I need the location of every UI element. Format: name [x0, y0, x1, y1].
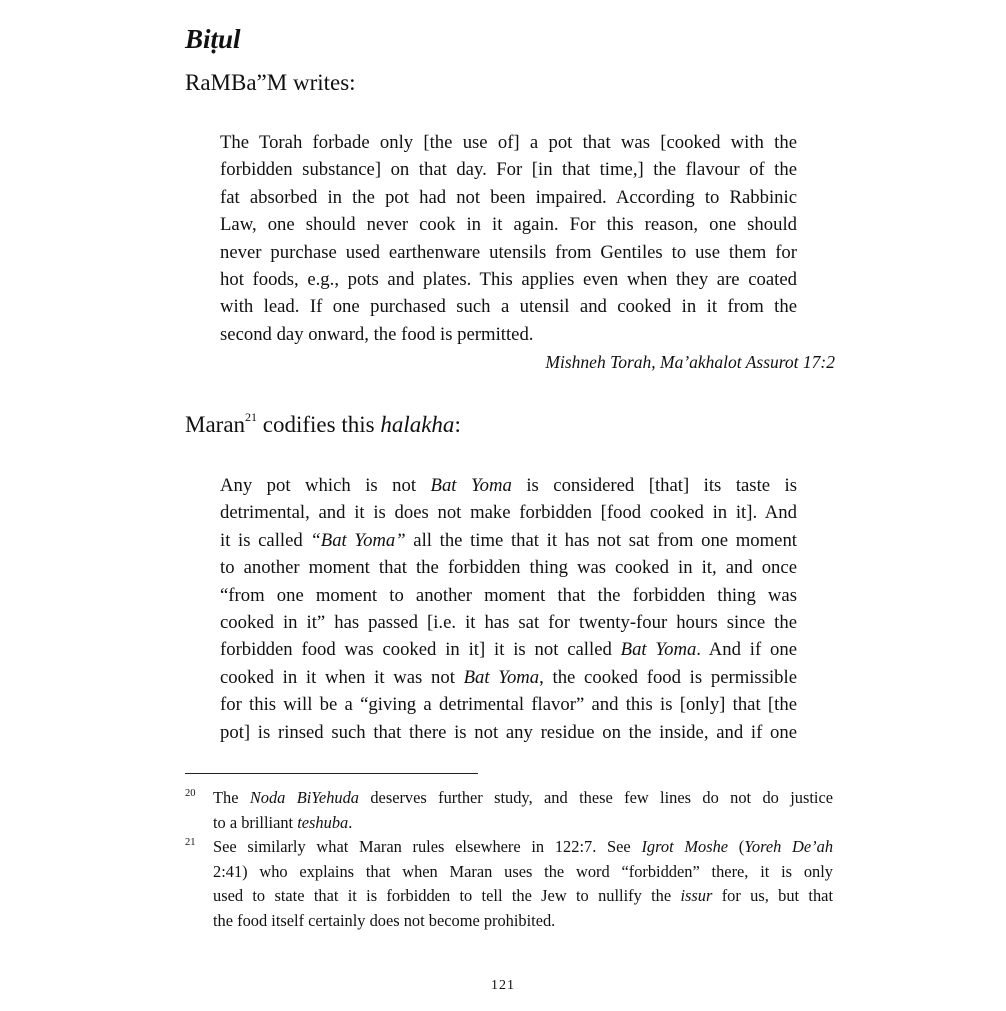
line-text: cooked in it when it was not: [220, 666, 464, 688]
maran-quote: [220, 472, 797, 746]
footnote-line: [213, 811, 833, 836]
rambam-citation: Mishneh Torah, Ma’akhalot Assurot 17:2: [545, 352, 835, 372]
line-text: cooked in it” has passed [i.e. it has sat for twenty-four hours since the: [220, 611, 797, 633]
rambam-quote: [220, 129, 797, 348]
line-text: .: [348, 812, 353, 832]
italic-term: Noda BiYehuda: [249, 788, 359, 807]
line-text: for this will be a “giving a detrimental flavor” and this is [only] that [the: [220, 694, 797, 716]
quote-line: [220, 527, 797, 554]
maran-intro-mid: codifies this: [257, 412, 381, 437]
line-text: the food itself certainly does not become prohibited.: [213, 910, 556, 930]
line-text: all the time that it has not sat from one moment: [405, 529, 797, 551]
maran-intro-name: Maran: [185, 412, 246, 437]
quote-line: Law, one should never cook in it again. For this reason, one should: [220, 214, 797, 236]
quote-line: [220, 609, 797, 636]
quote-line: [220, 636, 797, 663]
italic-term: Bat Yoma: [620, 639, 697, 661]
footnote-21: [185, 835, 833, 933]
line-text: detrimental, and it is does not make forbidden [food cooked in it]. And: [220, 502, 797, 524]
italic-term: Bat Yoma: [463, 666, 540, 688]
footnote-line: [213, 835, 833, 860]
quote-line: [220, 691, 797, 718]
quote-line: with lead. If one purchased such a utensil and cooked in it from the: [220, 296, 797, 318]
footnote-line: [213, 860, 833, 885]
footnote-line: [213, 884, 833, 909]
quote-line: forbidden substance] on that day. For [in that time,] the flavour of the: [220, 159, 797, 181]
line-text: , the cooked food is permissible: [539, 666, 798, 688]
italic-term: “Bat Yoma”: [310, 529, 406, 551]
italic-term: teshuba: [297, 812, 349, 832]
maran-intro-term: halakha: [380, 412, 455, 437]
footnote-ref-21[interactable]: 21: [245, 410, 258, 425]
line-text: The: [213, 788, 250, 807]
rambam-intro: RaMBa”M writes:: [185, 70, 356, 95]
line-text: for us, but that: [712, 886, 834, 906]
quote-line: second day onward, the food is permitted.: [220, 323, 534, 345]
maran-intro: [185, 412, 461, 438]
line-text: forbidden food was cooked in it] it is not called: [220, 639, 621, 661]
line-text: Any pot which is not: [220, 475, 431, 496]
line-text: 2:41) who explains that when Maran uses the word “forbidden” there, it is only: [213, 861, 833, 881]
quote-line: [220, 554, 797, 581]
section-title: Biṭul: [185, 24, 241, 54]
page-number: 121: [491, 978, 515, 993]
footnote-divider: [185, 773, 478, 774]
line-text: deserves further study, and these few lines do not do justice: [358, 788, 833, 807]
quote-line: [220, 499, 797, 526]
italic-term: Yoreh De’ah: [744, 837, 834, 856]
quote-line: fat absorbed in the pot had not been impaired. According to Rabbinic: [220, 186, 797, 208]
quote-line: [220, 664, 797, 691]
maran-intro-end: :: [454, 412, 461, 437]
italic-term: Igrot Moshe: [641, 837, 729, 856]
line-text: . And if one: [696, 639, 797, 661]
line-text: pot] is rinsed such that there is not any residue on the inside, and if one: [220, 721, 797, 743]
quote-line: hot foods, e.g., pots and plates. This applies even when they are coated: [220, 268, 797, 290]
line-text: “from one moment to another moment that the forbidden thing was: [220, 584, 797, 606]
quote-line: [220, 719, 797, 746]
line-text: to a brilliant: [213, 812, 298, 832]
quote-line: The Torah forbade only [the use of] a pot that was [cooked with the: [220, 132, 797, 153]
footnote-20: [185, 786, 833, 835]
footnote-line: [213, 909, 833, 934]
line-text: it is called: [220, 529, 311, 551]
line-text: to another moment that the forbidden thing was cooked in it, and once: [220, 557, 797, 579]
line-text: (: [728, 837, 745, 856]
line-text: used to state that it is forbidden to tell the Jew to nullify the: [213, 886, 681, 906]
footnote-number: 20: [185, 788, 196, 799]
line-text: See similarly what Maran rules elsewhere in 122:7. See: [213, 837, 642, 856]
italic-term: Bat Yoma: [430, 475, 512, 496]
footnote-line: [213, 786, 833, 811]
quote-line: [220, 582, 797, 609]
quote-line: [220, 472, 797, 499]
line-text: is considered [that] its taste is: [511, 475, 798, 496]
footnote-number: 21: [185, 837, 196, 848]
italic-term: issur: [680, 886, 713, 906]
quote-line: never purchase used earthenware utensils from Gentiles to use them for: [220, 241, 797, 263]
